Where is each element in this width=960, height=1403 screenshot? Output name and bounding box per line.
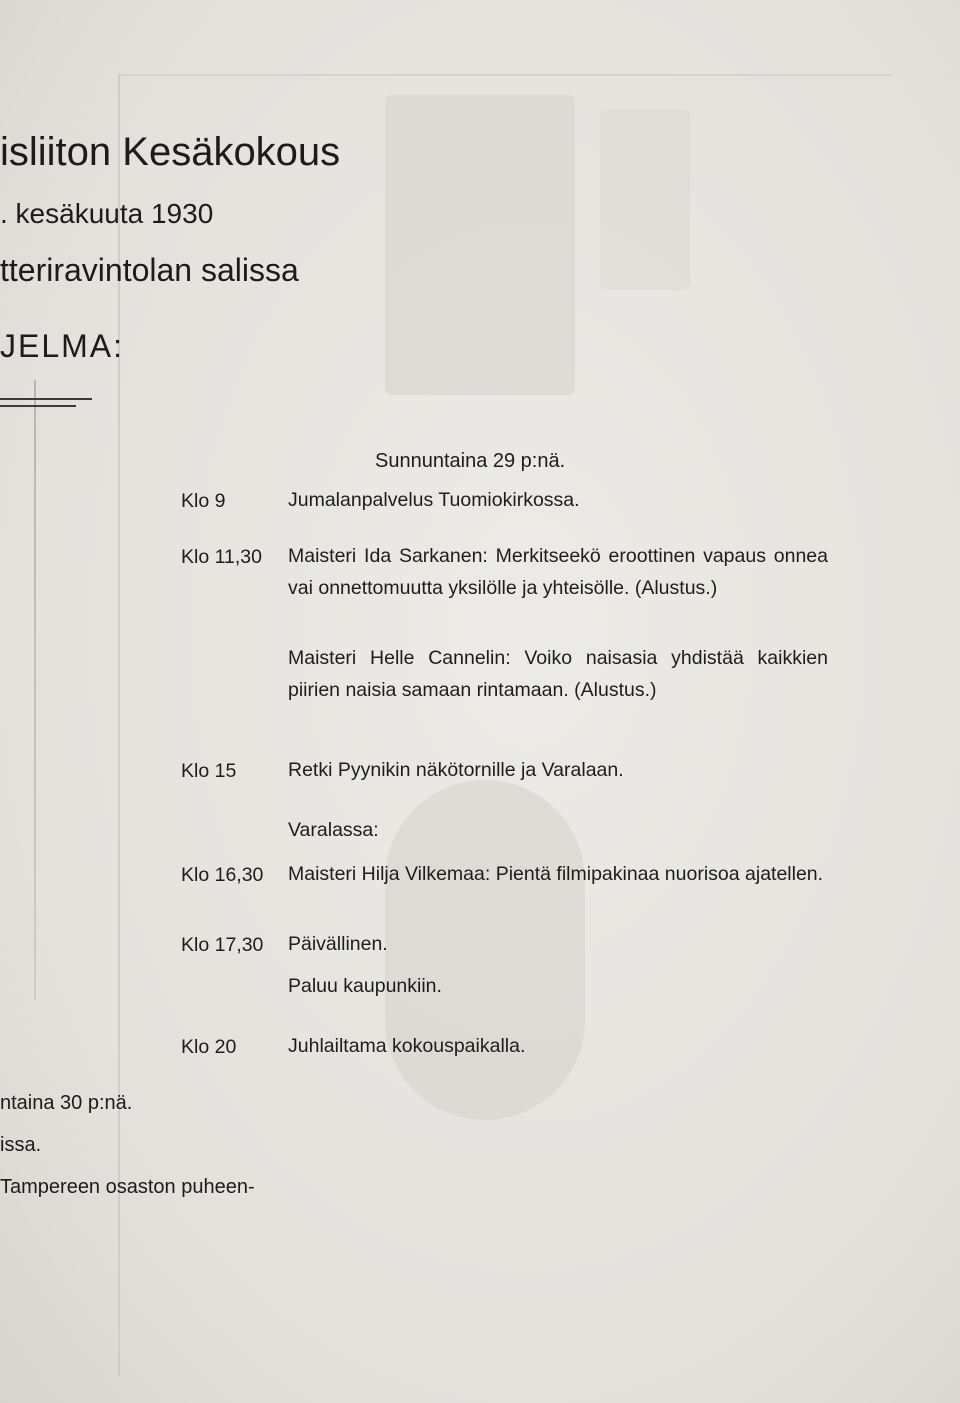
item-time: Klo 11,30: [181, 546, 262, 568]
item-text: Retki Pyynikin näkötornille ja Varalaan.: [288, 759, 624, 781]
title-line-2: . kesäkuuta 1930: [0, 198, 214, 229]
item-text: Päivällinen.: [288, 933, 388, 955]
item-text: Juhlailtama kokouspaikalla.: [288, 1035, 526, 1057]
title-line-1: isliiton Kesäkokous: [0, 130, 341, 174]
item-text: Maisteri Ida Sarkanen: Merkitseekö eroottinen vapaus onnea vai onnettomuutta yksilölle ja yhteisölle. (Alustus.): [288, 545, 828, 599]
item-time: Klo 15: [181, 760, 237, 782]
item-text: Paluu kaupunkiin.: [288, 975, 442, 997]
item-text: Maisteri Hilja Vilkemaa: Pientä filmipakinaa nuorisoa ajatellen.: [288, 863, 824, 885]
item-time: Klo 9: [181, 490, 226, 512]
fold-line: [34, 380, 36, 1000]
footer-line-1: ntaina 30 p:nä.: [0, 1092, 133, 1114]
item-time: Klo 17,30: [181, 934, 264, 956]
footer-line-3: Tampereen osaston puheen-: [0, 1176, 255, 1198]
day-title: Sunnuntaina 29 p:nä.: [375, 450, 566, 472]
heading-rule-1: [0, 398, 92, 400]
item-text: Varalassa:: [288, 819, 379, 841]
item-time: Klo 16,30: [181, 864, 264, 886]
heading-rule-2: [0, 405, 76, 407]
title-line-3: tteriravintolan salissa: [0, 252, 299, 288]
item-text: Jumalanpalvelus Tuomiokirkossa.: [288, 489, 580, 511]
item-text: Maisteri Helle Cannelin: Voiko naisasia yhdistää kaikkien piirien naisia samaan rintamaan. (Alustus.): [288, 647, 828, 701]
title-line-4: JELMA:: [0, 328, 125, 364]
footer-line-2: issa.: [0, 1134, 42, 1156]
item-time: Klo 20: [181, 1036, 237, 1058]
